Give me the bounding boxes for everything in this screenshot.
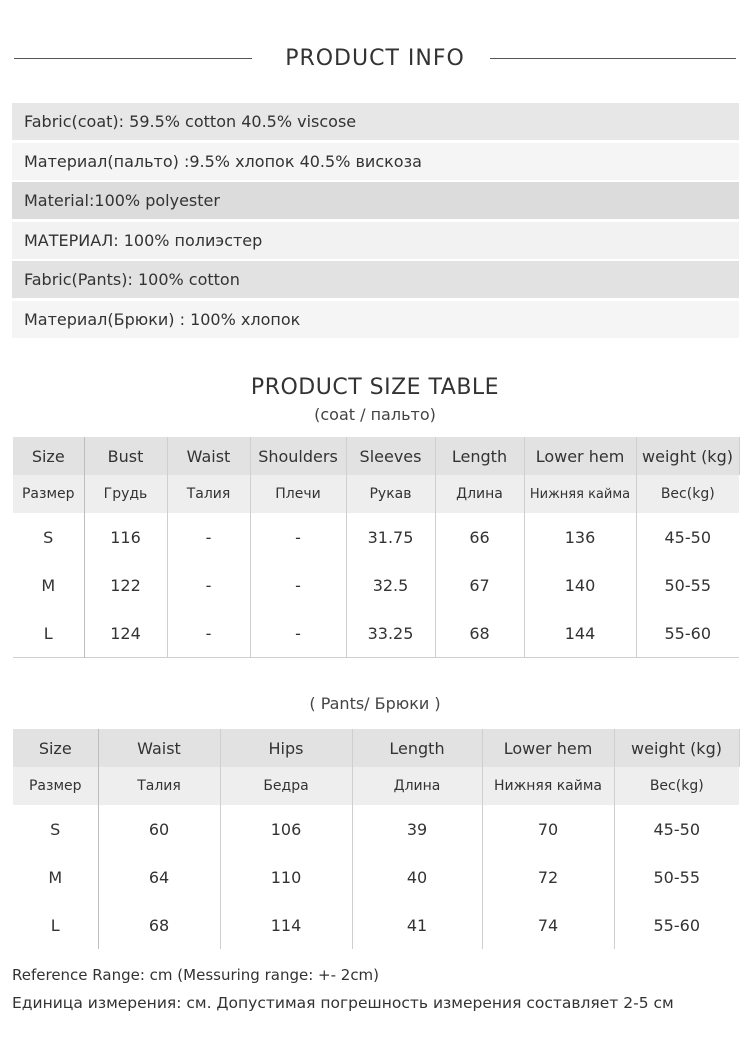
info-row-material: Material:100% polyester bbox=[12, 182, 739, 219]
pants-header-ru-length: Длина bbox=[352, 767, 482, 805]
info-row-fabric-pants: Fabric(Pants): 100% cotton bbox=[12, 261, 739, 298]
table-cell: 68 bbox=[98, 901, 220, 949]
table-cell: - bbox=[167, 609, 250, 658]
coat-header-bust: Bust bbox=[84, 437, 167, 475]
pants-size-table bbox=[13, 729, 740, 949]
table-cell: L bbox=[13, 609, 84, 658]
table-cell: S bbox=[13, 513, 84, 561]
coat-size-table bbox=[13, 437, 740, 658]
info-row-material-pants-ru: Материал(Брюки) : 100% хлопок bbox=[12, 301, 739, 338]
table-row bbox=[13, 609, 739, 658]
pants-header-hips: Hips bbox=[220, 729, 352, 767]
coat-header-ru-shoulders: Плечи bbox=[250, 475, 346, 513]
table-cell: - bbox=[250, 609, 346, 658]
size-table-title: PRODUCT SIZE TABLE bbox=[250, 375, 500, 400]
table-cell: 66 bbox=[435, 513, 524, 561]
coat-header-en bbox=[13, 437, 739, 475]
table-cell: - bbox=[167, 513, 250, 561]
product-info-title: PRODUCT INFO bbox=[285, 46, 465, 71]
coat-header-ru-length: Длина bbox=[435, 475, 524, 513]
table-cell: - bbox=[167, 561, 250, 609]
pants-header-weight: weight (kg) bbox=[614, 729, 739, 767]
info-row-material-coat-ru: Материал(пальто) :9.5% хлопок 40.5% вискоза bbox=[12, 143, 739, 180]
info-row-material-ru: МАТЕРИАЛ: 100% полиэстер bbox=[12, 222, 739, 259]
coat-header-waist: Waist bbox=[167, 437, 250, 475]
coat-subtitle: (coat / пальто) bbox=[314, 405, 436, 424]
table-cell: 114 bbox=[220, 901, 352, 949]
table-cell: 70 bbox=[482, 805, 614, 853]
table-cell: 68 bbox=[435, 609, 524, 658]
table-row bbox=[13, 805, 739, 853]
table-cell: - bbox=[250, 561, 346, 609]
pants-header-lower-hem: Lower hem bbox=[482, 729, 614, 767]
table-cell: 41 bbox=[352, 901, 482, 949]
coat-header-length: Length bbox=[435, 437, 524, 475]
pants-header-waist: Waist bbox=[98, 729, 220, 767]
product-info-heading bbox=[0, 44, 750, 74]
coat-header-ru-waist: Талия bbox=[167, 475, 250, 513]
table-cell: S bbox=[13, 805, 98, 853]
pants-header-ru-weight: Вес(kg) bbox=[614, 767, 739, 805]
pants-subtitle: ( Pants/ Брюки ) bbox=[309, 694, 441, 713]
info-row-fabric-coat: Fabric(coat): 59.5% cotton 40.5% viscose bbox=[12, 103, 739, 140]
table-row bbox=[13, 561, 739, 609]
coat-header-ru-size: Размер bbox=[13, 475, 84, 513]
table-cell: 67 bbox=[435, 561, 524, 609]
pants-header-ru-waist: Талия bbox=[98, 767, 220, 805]
table-cell: 124 bbox=[84, 609, 167, 658]
pants-header-ru bbox=[13, 767, 739, 805]
table-cell: 55-60 bbox=[614, 901, 739, 949]
table-cell: 50-55 bbox=[636, 561, 739, 609]
table-cell: 144 bbox=[524, 609, 636, 658]
coat-header-ru-weight: Вес(kg) bbox=[636, 475, 739, 513]
pants-header-en bbox=[13, 729, 739, 767]
table-cell: 32.5 bbox=[346, 561, 435, 609]
table-cell: 72 bbox=[482, 853, 614, 901]
table-cell: 33.25 bbox=[346, 609, 435, 658]
table-cell: 64 bbox=[98, 853, 220, 901]
pants-header-ru-lower-hem: Нижняя кайма bbox=[482, 767, 614, 805]
table-row bbox=[13, 901, 739, 949]
table-cell: L bbox=[13, 901, 98, 949]
table-cell: 55-60 bbox=[636, 609, 739, 658]
table-cell: 122 bbox=[84, 561, 167, 609]
table-cell: 60 bbox=[98, 805, 220, 853]
table-cell: 45-50 bbox=[636, 513, 739, 561]
heading-rule-right bbox=[490, 58, 736, 59]
pants-header-length: Length bbox=[352, 729, 482, 767]
pants-header-size: Size bbox=[13, 729, 98, 767]
table-cell: M bbox=[13, 853, 98, 901]
coat-header-lower-hem: Lower hem bbox=[524, 437, 636, 475]
reference-range-en: Reference Range: cm (Messuring range: +- 2cm) bbox=[12, 966, 380, 984]
coat-header-ru-sleeves: Рукав bbox=[346, 475, 435, 513]
table-cell: 45-50 bbox=[614, 805, 739, 853]
coat-header-ru-lower-hem: Нижняя кайма bbox=[524, 475, 636, 513]
table-cell: 140 bbox=[524, 561, 636, 609]
coat-header-size: Size bbox=[13, 437, 84, 475]
table-cell: 110 bbox=[220, 853, 352, 901]
product-info-list bbox=[12, 103, 739, 340]
coat-header-sleeves: Sleeves bbox=[346, 437, 435, 475]
table-cell: 136 bbox=[524, 513, 636, 561]
table-cell: 106 bbox=[220, 805, 352, 853]
table-cell: 39 bbox=[352, 805, 482, 853]
coat-header-ru bbox=[13, 475, 739, 513]
table-cell: M bbox=[13, 561, 84, 609]
table-cell: - bbox=[250, 513, 346, 561]
coat-header-ru-bust: Грудь bbox=[84, 475, 167, 513]
coat-header-shoulders: Shoulders bbox=[250, 437, 346, 475]
reference-range-ru: Единица измерения: см. Допустимая погрешность измерения составляет 2-5 см bbox=[12, 994, 674, 1012]
table-cell: 50-55 bbox=[614, 853, 739, 901]
table-cell: 74 bbox=[482, 901, 614, 949]
table-row bbox=[13, 513, 739, 561]
pants-header-ru-size: Размер bbox=[13, 767, 98, 805]
table-cell: 31.75 bbox=[346, 513, 435, 561]
table-cell: 40 bbox=[352, 853, 482, 901]
pants-header-ru-hips: Бедра bbox=[220, 767, 352, 805]
coat-header-weight: weight (kg) bbox=[636, 437, 739, 475]
table-row bbox=[13, 853, 739, 901]
table-cell: 116 bbox=[84, 513, 167, 561]
